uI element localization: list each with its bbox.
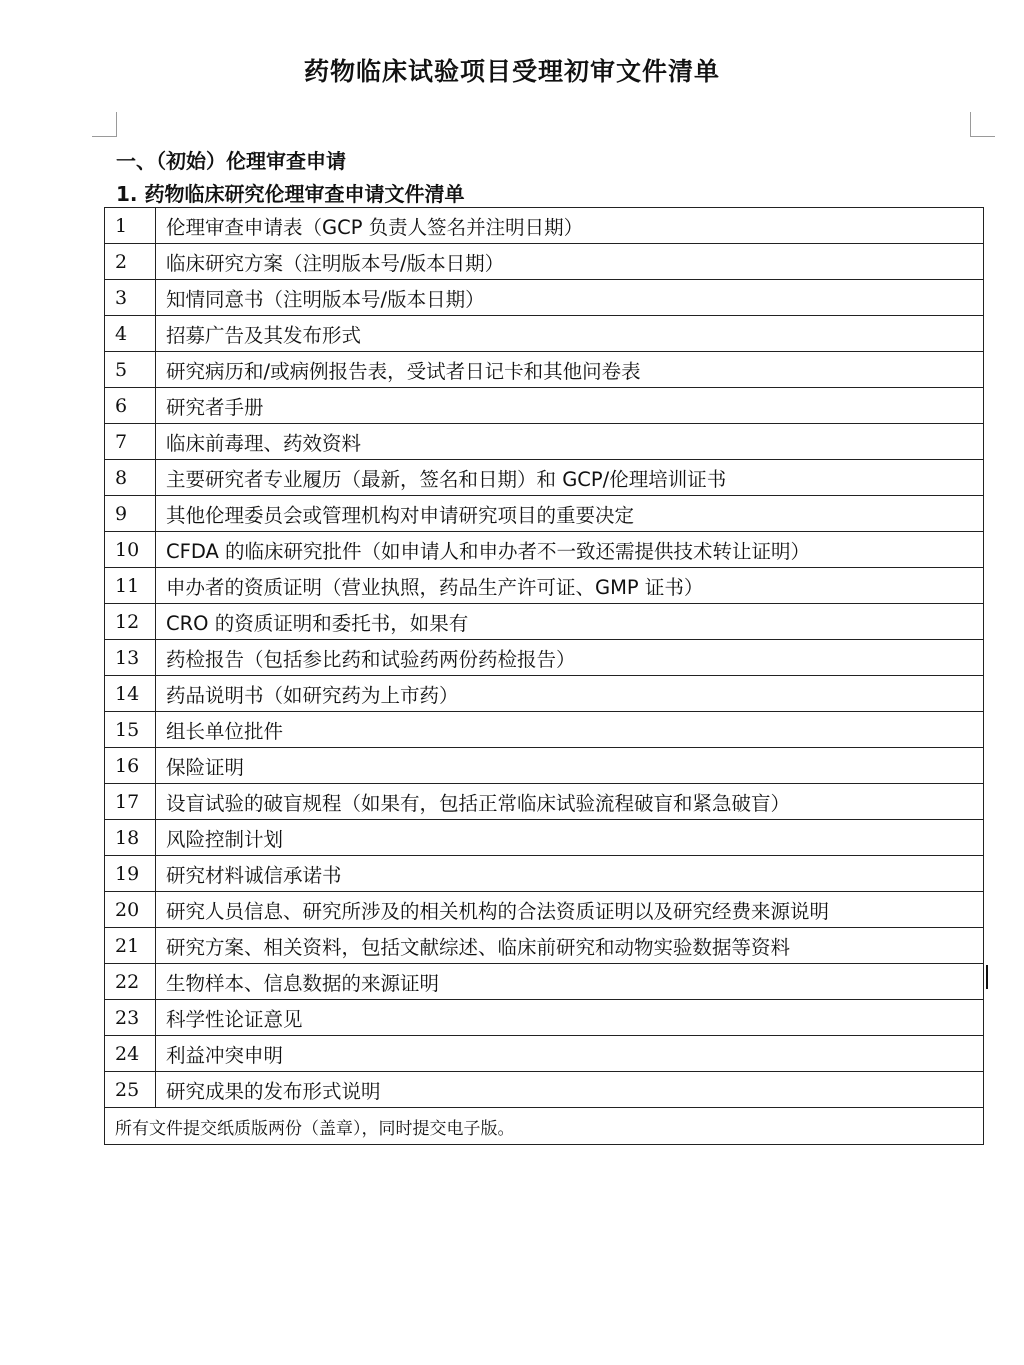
item-text: 药品说明书（如研究药为上市药） bbox=[156, 676, 984, 712]
table-row bbox=[105, 784, 984, 820]
item-text: 研究人员信息、研究所涉及的相关机构的合法资质证明以及研究经费来源说明 bbox=[156, 892, 984, 928]
item-number: 13 bbox=[105, 640, 156, 676]
crop-mark-right bbox=[970, 112, 995, 137]
table-row bbox=[105, 532, 984, 568]
table-row bbox=[105, 820, 984, 856]
item-text: 研究方案、相关资料，包括文献综述、临床前研究和动物实验数据等资料 bbox=[156, 928, 984, 964]
text-cursor bbox=[986, 965, 988, 989]
item-text: 申办者的资质证明（营业执照，药品生产许可证、GMP 证书） bbox=[156, 568, 984, 604]
table-row bbox=[105, 712, 984, 748]
item-text: 知情同意书（注明版本号/版本日期） bbox=[156, 280, 984, 316]
table-row bbox=[105, 316, 984, 352]
item-text: CFDA 的临床研究批件（如申请人和申办者不一致还需提供技术转让证明） bbox=[156, 532, 984, 568]
table-row bbox=[105, 640, 984, 676]
item-text: 生物样本、信息数据的来源证明 bbox=[156, 964, 984, 1000]
item-number: 25 bbox=[105, 1072, 156, 1108]
item-text: CRO 的资质证明和委托书，如果有 bbox=[156, 604, 984, 640]
item-number: 23 bbox=[105, 1000, 156, 1036]
item-number: 16 bbox=[105, 748, 156, 784]
crop-mark-left bbox=[92, 112, 117, 137]
table-row bbox=[105, 1036, 984, 1072]
section-heading: 一、（初始）伦理审查申请 bbox=[116, 149, 346, 173]
table-row bbox=[105, 496, 984, 532]
item-text: 研究材料诚信承诺书 bbox=[156, 856, 984, 892]
item-number: 21 bbox=[105, 928, 156, 964]
item-text: 主要研究者专业履历（最新，签名和日期）和 GCP/伦理培训证书 bbox=[156, 460, 984, 496]
item-number: 22 bbox=[105, 964, 156, 1000]
table-row bbox=[105, 568, 984, 604]
table-row bbox=[105, 1000, 984, 1036]
table-row bbox=[105, 424, 984, 460]
item-number: 3 bbox=[105, 280, 156, 316]
table-row bbox=[105, 604, 984, 640]
item-number: 5 bbox=[105, 352, 156, 388]
item-number: 14 bbox=[105, 676, 156, 712]
document-checklist-table bbox=[104, 207, 984, 1145]
item-text: 临床研究方案（注明版本号/版本日期） bbox=[156, 244, 984, 280]
item-number: 12 bbox=[105, 604, 156, 640]
table-row bbox=[105, 280, 984, 316]
item-number: 24 bbox=[105, 1036, 156, 1072]
item-text: 研究成果的发布形式说明 bbox=[156, 1072, 984, 1108]
item-number: 11 bbox=[105, 568, 156, 604]
item-number: 4 bbox=[105, 316, 156, 352]
item-number: 7 bbox=[105, 424, 156, 460]
item-text: 设盲试验的破盲规程（如果有，包括正常临床试验流程破盲和紧急破盲） bbox=[156, 784, 984, 820]
item-number: 8 bbox=[105, 460, 156, 496]
footer-row bbox=[105, 1108, 984, 1145]
item-number: 19 bbox=[105, 856, 156, 892]
item-number: 15 bbox=[105, 712, 156, 748]
subsection-heading: 1. 药物临床研究伦理审查申请文件清单 bbox=[116, 182, 465, 206]
table-row bbox=[105, 1072, 984, 1108]
item-text: 科学性论证意见 bbox=[156, 1000, 984, 1036]
item-number: 6 bbox=[105, 388, 156, 424]
footer-note: 所有文件提交纸质版两份（盖章），同时提交电子版。 bbox=[105, 1108, 984, 1145]
document-title: 药物临床试验项目受理初审文件清单 bbox=[303, 57, 720, 86]
item-text: 招募广告及其发布形式 bbox=[156, 316, 984, 352]
table-row bbox=[105, 460, 984, 496]
item-text: 研究病历和/或病例报告表，受试者日记卡和其他问卷表 bbox=[156, 352, 984, 388]
item-number: 2 bbox=[105, 244, 156, 280]
table-row bbox=[105, 388, 984, 424]
table-row bbox=[105, 208, 984, 244]
table-row bbox=[105, 856, 984, 892]
checklist-body bbox=[105, 208, 984, 1145]
item-text: 临床前毒理、药效资料 bbox=[156, 424, 984, 460]
item-number: 10 bbox=[105, 532, 156, 568]
item-text: 利益冲突申明 bbox=[156, 1036, 984, 1072]
table-row bbox=[105, 964, 984, 1000]
item-text: 药检报告（包括参比药和试验药两份药检报告） bbox=[156, 640, 984, 676]
table-row bbox=[105, 748, 984, 784]
item-number: 9 bbox=[105, 496, 156, 532]
item-number: 20 bbox=[105, 892, 156, 928]
item-number: 18 bbox=[105, 820, 156, 856]
item-text: 其他伦理委员会或管理机构对申请研究项目的重要决定 bbox=[156, 496, 984, 532]
item-text: 保险证明 bbox=[156, 748, 984, 784]
item-text: 伦理审查申请表（GCP 负责人签名并注明日期） bbox=[156, 208, 984, 244]
item-text: 研究者手册 bbox=[156, 388, 984, 424]
item-number: 17 bbox=[105, 784, 156, 820]
item-text: 组长单位批件 bbox=[156, 712, 984, 748]
table-row bbox=[105, 244, 984, 280]
item-number: 1 bbox=[105, 208, 156, 244]
table-row bbox=[105, 352, 984, 388]
table-row bbox=[105, 928, 984, 964]
table-row bbox=[105, 892, 984, 928]
item-text: 风险控制计划 bbox=[156, 820, 984, 856]
table-row bbox=[105, 676, 984, 712]
